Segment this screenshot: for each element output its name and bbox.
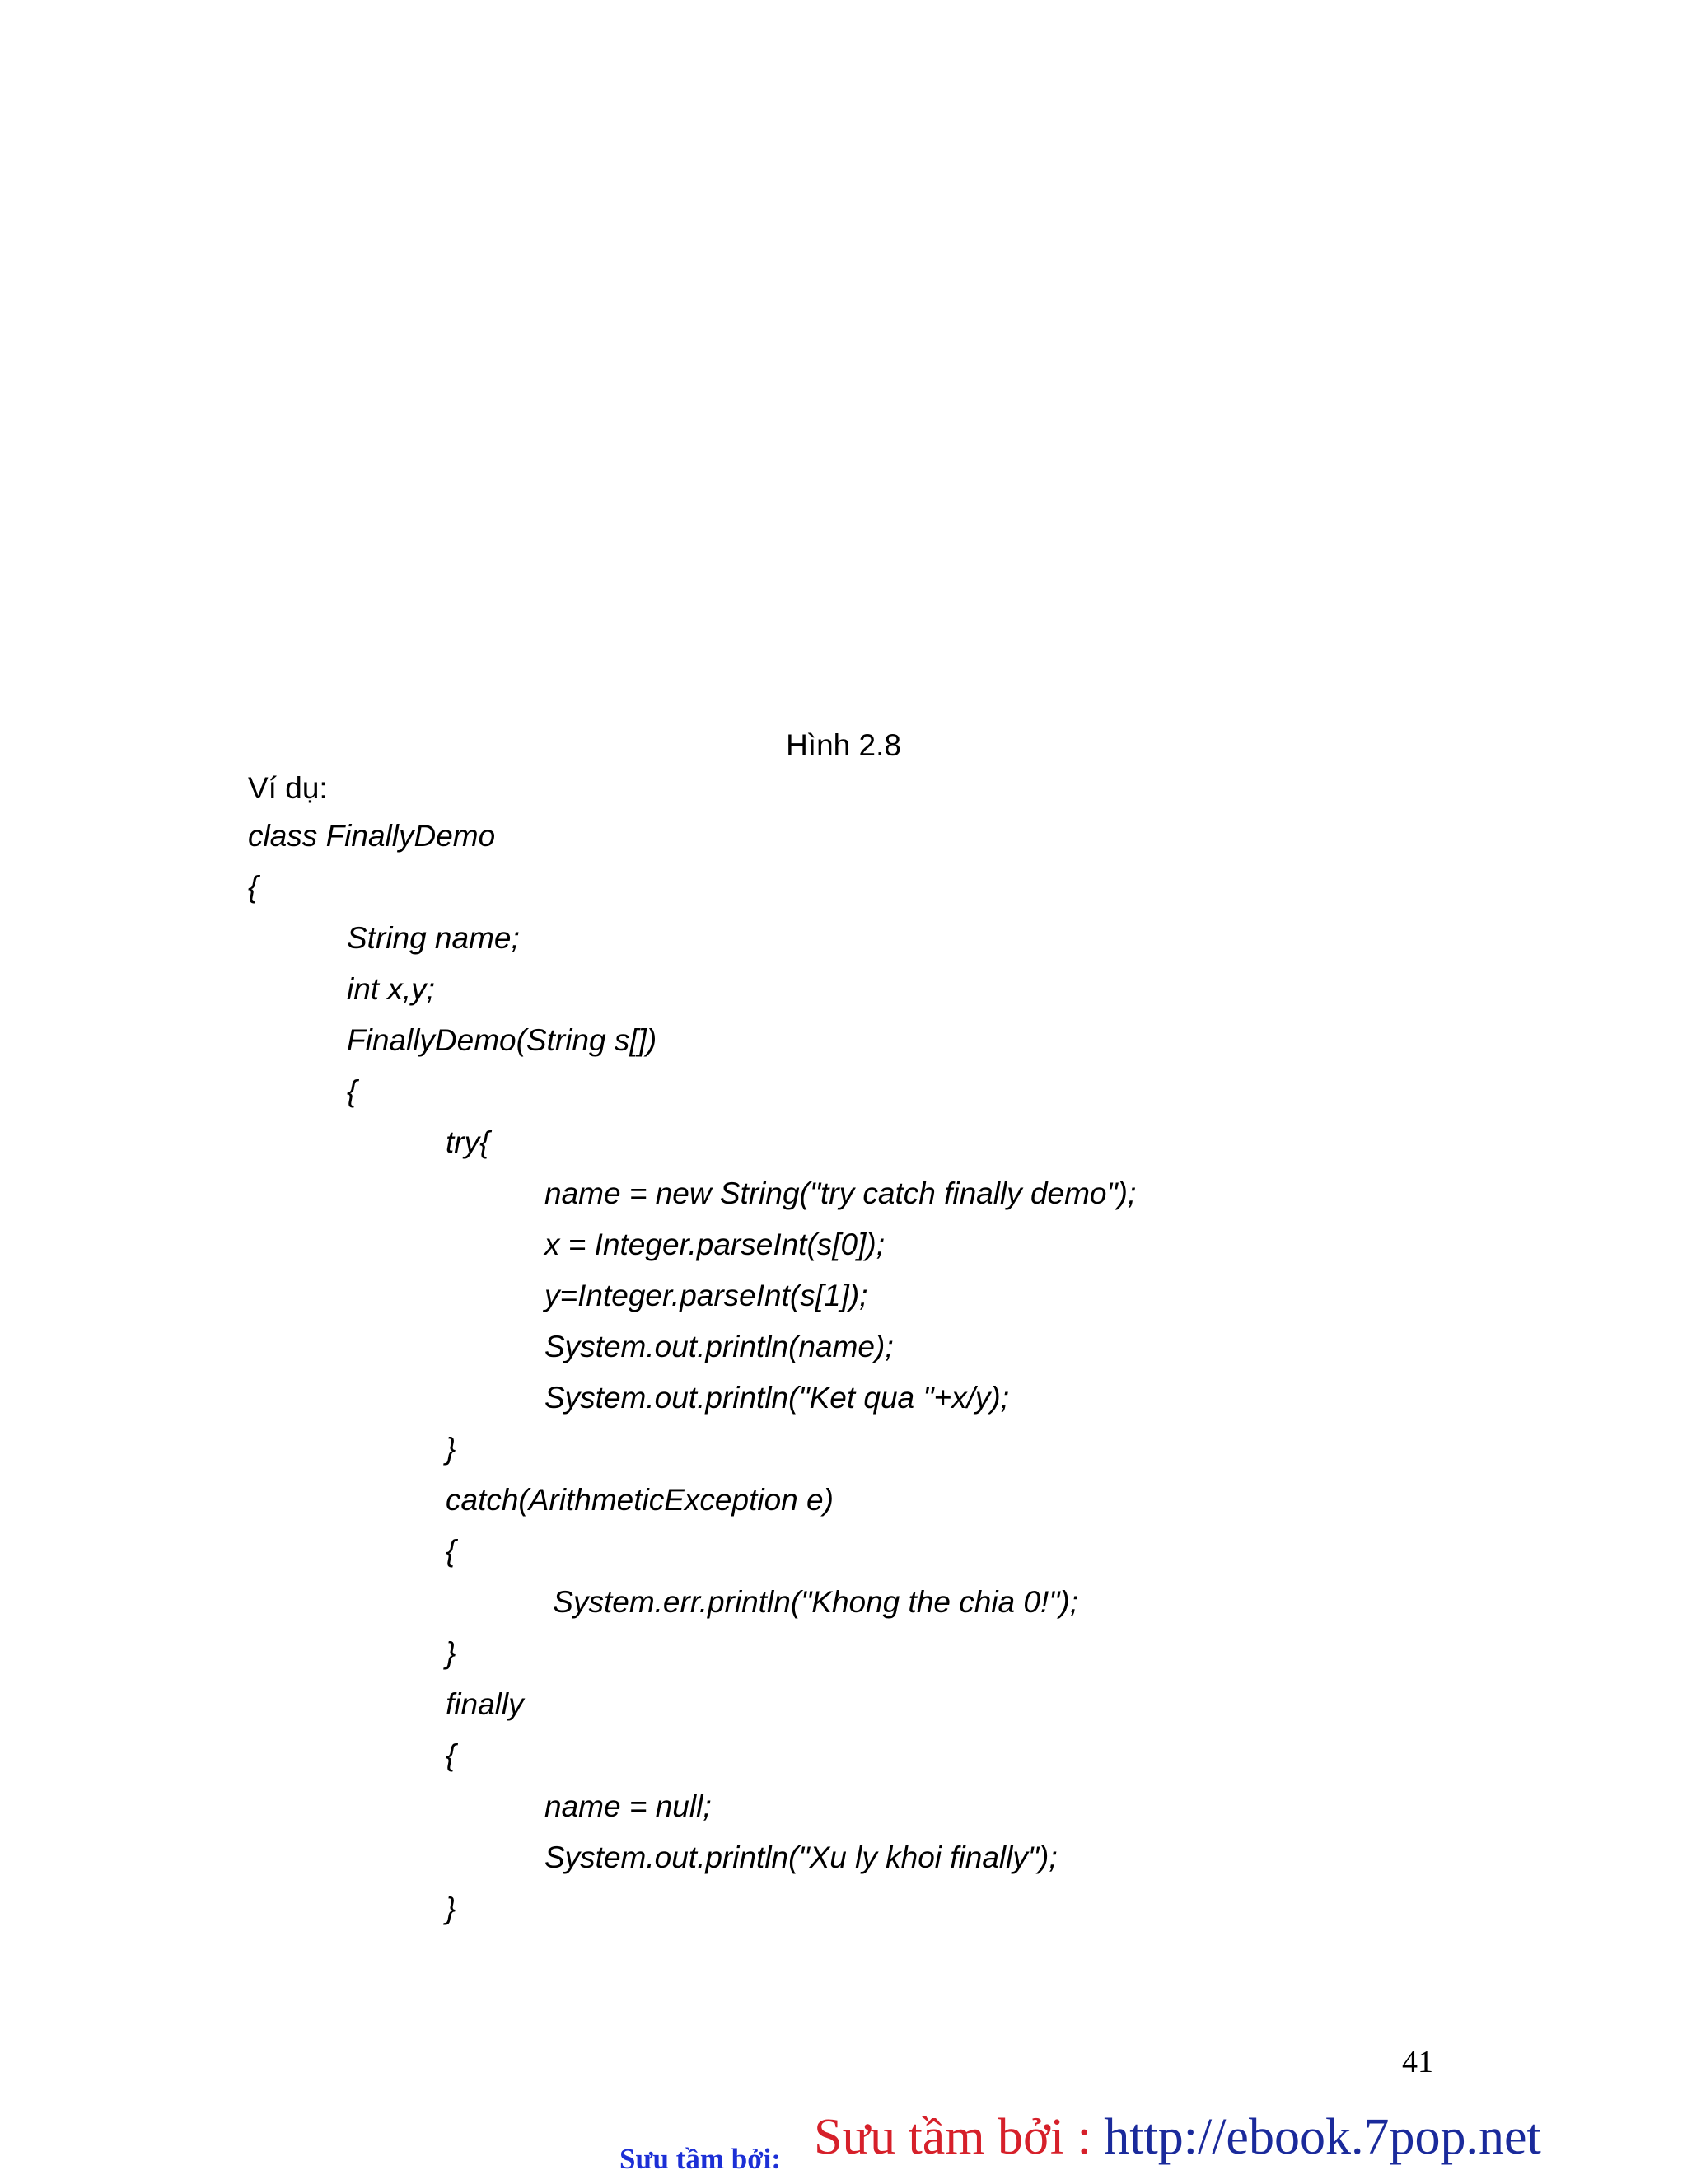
code-line: { bbox=[248, 870, 259, 904]
code-line: x = Integer.parseInt(s[0]); bbox=[544, 1228, 886, 1261]
code-line: FinallyDemo(String s[]) bbox=[347, 1023, 657, 1057]
code-line: { bbox=[446, 1534, 456, 1568]
example-label: Ví dụ: bbox=[248, 771, 328, 805]
code-line: y=Integer.parseInt(s[1]); bbox=[544, 1279, 868, 1312]
code-line: { bbox=[347, 1074, 357, 1108]
code-line: class FinallyDemo bbox=[248, 819, 496, 853]
code-line: } bbox=[446, 1432, 456, 1466]
page-number: 41 bbox=[1402, 2045, 1433, 2079]
code-line: String name; bbox=[347, 921, 520, 955]
code-line: name = null; bbox=[544, 1789, 712, 1823]
code-line: System.out.println(name); bbox=[544, 1330, 894, 1363]
footer-credit-label: Sưu tầm bởi: bbox=[619, 2143, 781, 2175]
footer-watermark bbox=[814, 2106, 1541, 2168]
code-line: int x,y; bbox=[347, 972, 435, 1006]
code-line: name = new String("try catch finally demo"); bbox=[544, 1176, 1137, 1210]
code-line: } bbox=[446, 1892, 456, 1925]
code-line: finally bbox=[446, 1687, 524, 1721]
watermark-credit-text: Sưu tầm bởi : bbox=[814, 2109, 1105, 2165]
code-line: System.out.println("Ket qua "+x/y); bbox=[544, 1381, 1010, 1415]
code-line: System.err.println("Khong the chia 0!"); bbox=[544, 1585, 1079, 1619]
code-line: catch(ArithmeticException e) bbox=[446, 1483, 834, 1517]
code-line: { bbox=[446, 1738, 456, 1772]
figure-caption: Hình 2.8 bbox=[786, 728, 901, 762]
code-line: System.out.println("Xu ly khoi finally"); bbox=[544, 1840, 1058, 1874]
code-line: try{ bbox=[446, 1125, 490, 1159]
watermark-url[interactable]: http://ebook.7pop.net bbox=[1104, 2109, 1541, 2165]
code-line: } bbox=[446, 1636, 456, 1670]
